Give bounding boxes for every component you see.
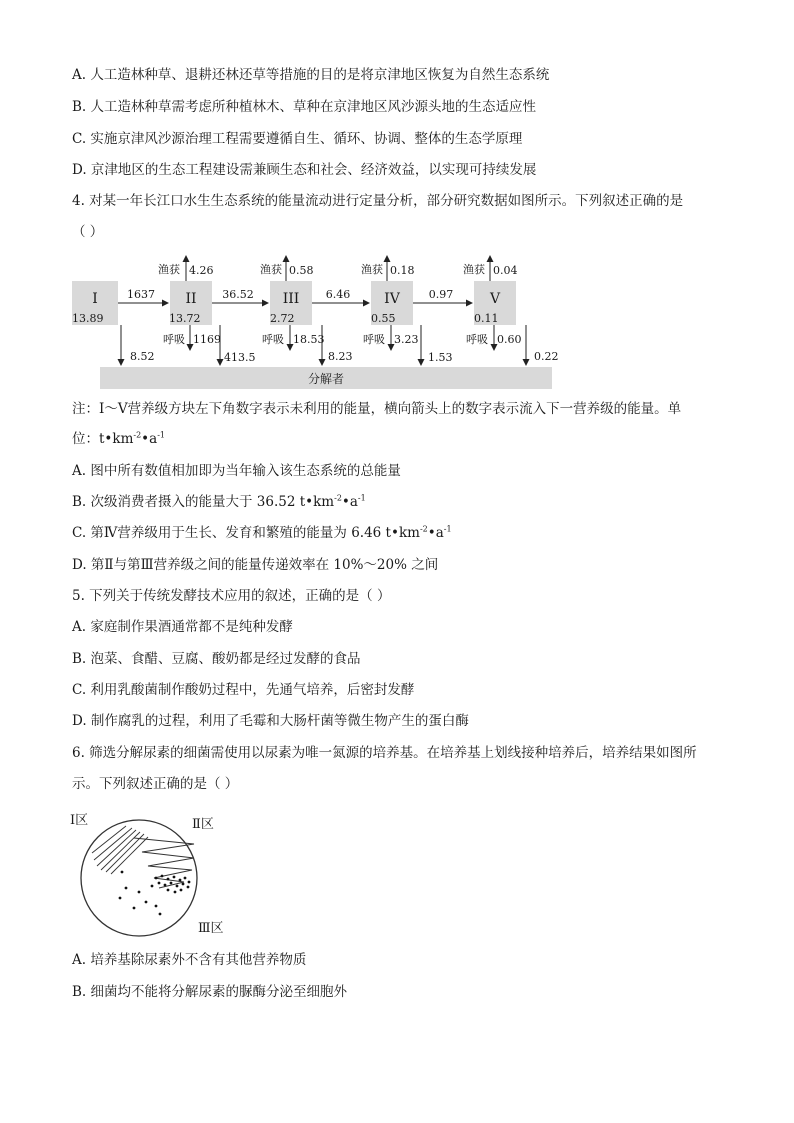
unused-1: 13.89 [72,312,104,325]
zone-3-label: Ⅲ区 [198,921,224,936]
harvest-3: 0.58 [289,264,314,277]
zone-3-colonies [119,871,191,916]
level-label-1: I [92,291,98,307]
q4-stem-bracket: （ ） [72,224,104,240]
q4-option-c: C. 第Ⅳ营养级用于生长、发育和繁殖的能量为 6.46 $t•km^{-2}•a^{-1}$ [72,524,452,541]
q5-option-c: C. 利用乳酸菌制作酸奶过程中，先通气培养，后密封发酵 [72,682,415,698]
q6-stem: 6. 筛选分解尿素的细菌需使用以尿素为唯一氮源的培养基。在培养基上划线接种培养后，培养结果如图所 [72,745,697,761]
energy-flow-diagram [0,250,794,390]
q6-option-a: A. 培养基除尿素外不含有其他营养物质 [72,952,307,968]
level-label-5: V [489,291,501,307]
unused-2: 13.72 [169,312,201,325]
harvest-label-3: 渔获 [260,263,282,276]
q5-option-d: D. 制作腐乳的过程，利用了毛霉和大肠杆菌等微生物产生的蛋白酶 [72,713,469,729]
decomp-4: 1.53 [428,351,453,364]
harvest-label-4: 渔获 [361,263,383,276]
q3-option-c: C. 实施京津风沙源治理工程需要遵循自生、循环、协调、整体的生态学原理 [72,131,523,147]
unused-4: 0.55 [371,312,396,325]
respiration-5: 0.60 [497,333,522,346]
decomp-5: 0.22 [534,350,559,363]
respiration-2: 1169 [193,333,221,346]
q6-option-b: B. 细菌均不能将分解尿素的脲酶分泌至细胞外 [72,984,348,1000]
decomp-2: 413.5 [224,351,256,364]
q5-option-b: B. 泡菜、食醋、豆腐、酸奶都是经过发酵的食品 [72,651,361,667]
petri-dish [81,820,197,936]
harvest-label-2: 渔获 [158,263,180,276]
petri-dish-figure [64,808,244,938]
respiration-4: 3.23 [394,333,419,346]
zone-1-label: Ⅰ区 [70,813,89,828]
q3-option-d: D. 京津地区的生态工程建设需兼顾生态和社会、经济效益，以实现可持续发展 [72,162,537,178]
resp-label-5: 呼吸 [466,333,488,346]
zone-2-label: Ⅱ区 [192,817,214,832]
unused-3: 2.72 [270,312,295,325]
unused-5: 0.11 [474,312,499,325]
transfer-4: 0.97 [428,288,454,301]
q4-option-b: B. 次级消费者摄入的能量大于 36.52 $t•km^{-2}•a^{-1}$ [72,493,366,510]
respiration-3: 18.53 [293,333,325,346]
q6-stem-2: 示。下列叙述正确的是（ ） [72,776,239,792]
harvest-label-5: 渔获 [463,263,485,276]
q3-option-a: A. 人工造林种草、退耕还林还草等措施的目的是将京津地区恢复为自然生态系统 [72,67,550,83]
transfer-3: 6.46 [325,288,351,301]
decomp-1: 8.52 [130,350,155,363]
q4-option-d: D. 第Ⅱ与第Ⅲ营养级之间的能量传递效率在 10%～20% 之间 [72,557,439,573]
decomp-3: 8.23 [328,350,353,363]
q5-stem: 5. 下列关于传统发酵技术应用的叙述，正确的是（ ） [72,588,391,604]
q4-note-unit: 位：$t•km^{-2}•a^{-1}$ [72,430,165,447]
q5-option-a: A. 家庭制作果酒通常都不是纯种发酵 [72,619,293,635]
resp-label-4: 呼吸 [363,333,385,346]
transfer-1: 1637 [127,288,155,301]
level-label-2: II [185,291,197,307]
level-label-3: III [282,291,300,307]
transfer-2: 36.52 [222,288,254,301]
harvest-2: 4.26 [189,264,214,277]
q4-option-a: A. 图中所有数值相加即为当年输入该生态系统的总能量 [72,463,401,479]
resp-label-2: 呼吸 [163,333,185,346]
q4-stem: 4. 对某一年长江口水生生态系统的能量流动进行定量分析，部分研究数据如图所示。下列叙述正确的是 [72,193,684,209]
q4-note: 注：Ⅰ～Ⅴ营养级方块左下角数字表示未利用的能量，横向箭头上的数字表示流入下一营养级的能量。单 [72,401,682,417]
level-label-4: IV [384,291,400,307]
resp-label-3: 呼吸 [262,333,284,346]
zone-1-streaks [92,826,148,874]
decomposer-label: 分解者 [307,372,345,386]
q3-option-b: B. 人工造林种草需考虑所种植林木、草种在京津地区风沙源头地的生态适应性 [72,99,537,115]
harvest-4: 0.18 [390,264,415,277]
harvest-5: 0.04 [493,264,518,277]
zone-2-streaks [134,838,194,888]
